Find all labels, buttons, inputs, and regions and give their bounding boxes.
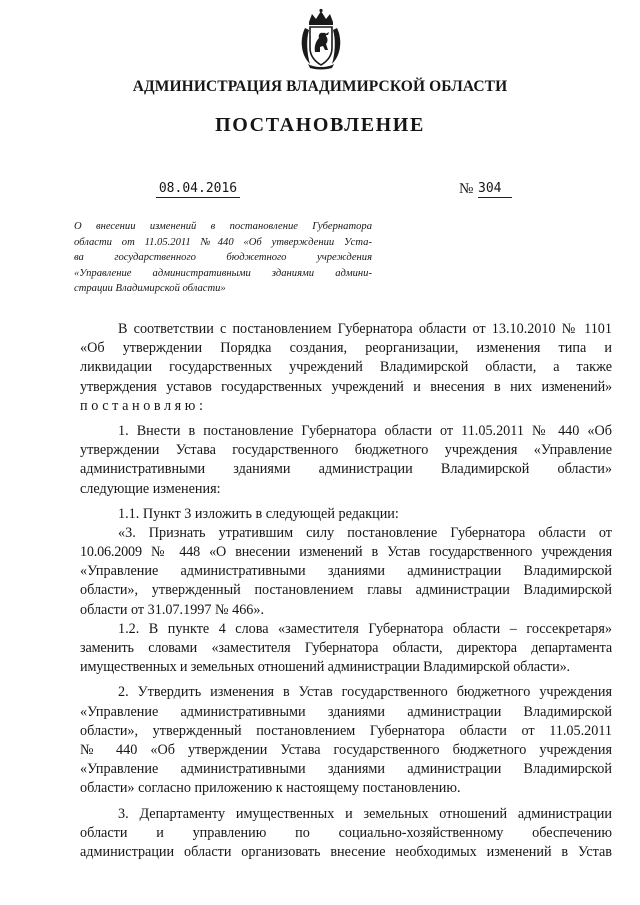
document-number-label: № [459,181,474,197]
body-line: «Об утверждении Порядка создания, реорганизации, изменения типа и [80,340,612,357]
paragraph-3 [80,805,612,863]
body-line: области» согласно приложению к настоящему постановлению. [80,780,461,797]
subject-line: О внесении изменений в постановление Губернатора [74,221,372,232]
body-line: 10.06.2009 № 448 «О внесении изменений в Устав государственного учреждения [80,544,612,561]
paragraph-intro [80,320,612,416]
body-line: утверждения уставов государственных учреждений и внесения в них изменений» [80,378,612,395]
body-line: В соответствии с постановлением Губернатора области от 13.10.2010 № 1101 [118,321,612,337]
document-number: 304 [478,181,512,198]
body-line: 2. Утвердить изменения в Устав государственного бюджетного учреждения [118,684,612,701]
document-body [80,320,612,862]
body-line: «Управление административными зданиями администрации Владимирской [80,761,612,778]
body-line: следующие изменения: [80,480,221,497]
body-line: «3. Признать утратившим силу постановление Губернатора области от [118,524,612,541]
body-line: «Управление административными зданиями администрации Владимирской [80,703,612,720]
subject-line: области от 11.05.2011 №440 «Об утверждении Уста- [74,236,372,248]
paragraph-1-2 [80,620,612,678]
paragraph-1 [80,422,612,499]
coat-of-arms-icon [298,8,344,70]
body-line: администрации области организовать внесение необходимых изменений в Устав [80,843,612,860]
body-line: 3. Департаменту имущественных и земельных отношений администрации [118,805,612,822]
subject-line: «Управление административными зданиями админи- [74,267,372,279]
body-line: ликвидации государственных учреждений Владимирской области, а также [80,359,612,376]
document-subject [74,219,372,297]
organization-name: АДМИНИСТРАЦИЯ ВЛАДИМИРСКОЙ ОБЛАСТИ [132,78,508,95]
body-line: заменить словами «заместителя Губернатора области, директора департамента [80,640,612,656]
body-line: области и управлению по социально-хозяйственному обеспечению [80,824,612,841]
document-type: ПОСТАНОВЛЕНИЕ [215,114,425,136]
body-line: области», утвержденный постановлением Губернатора области от 11.05.2011 [80,722,612,739]
paragraph-1-1 [80,505,612,620]
body-line: административными зданиями администрации Владимирской области» [80,461,612,478]
body-line: имущественных и земельных отношений администрации Владимирской области». [80,659,570,676]
paragraph-2 [80,683,612,798]
document-date: 08.04.2016 [156,181,240,198]
body-line: 1. Внести в постановление Губернатора области от 11.05.2011 № 440 «Об [118,422,612,439]
subject-line: страции Владимирской области» [74,283,226,295]
body-line: № 440 «Об утверждении Устава государственного бюджетного учреждения [80,741,612,758]
body-line: области», утвержденный постановлением главы администрации Владимирской [80,582,612,599]
body-line: 1.2. В пункте 4 слова «заместителя Губернатора области – госсекретаря» [118,620,612,637]
body-line: области от 31.07.1997 № 466». [80,601,265,618]
subject-line: ва государственного бюджетного учреждения [74,252,372,264]
body-line: постановляю: [80,397,207,414]
body-line: 1.1. Пункт 3 изложить в следующей редакции: [118,505,399,522]
body-line: утверждении Устава государственного бюджетного учреждения «Управление [80,442,612,459]
body-line: «Управление административными зданиями администрации Владимирской [80,563,612,580]
